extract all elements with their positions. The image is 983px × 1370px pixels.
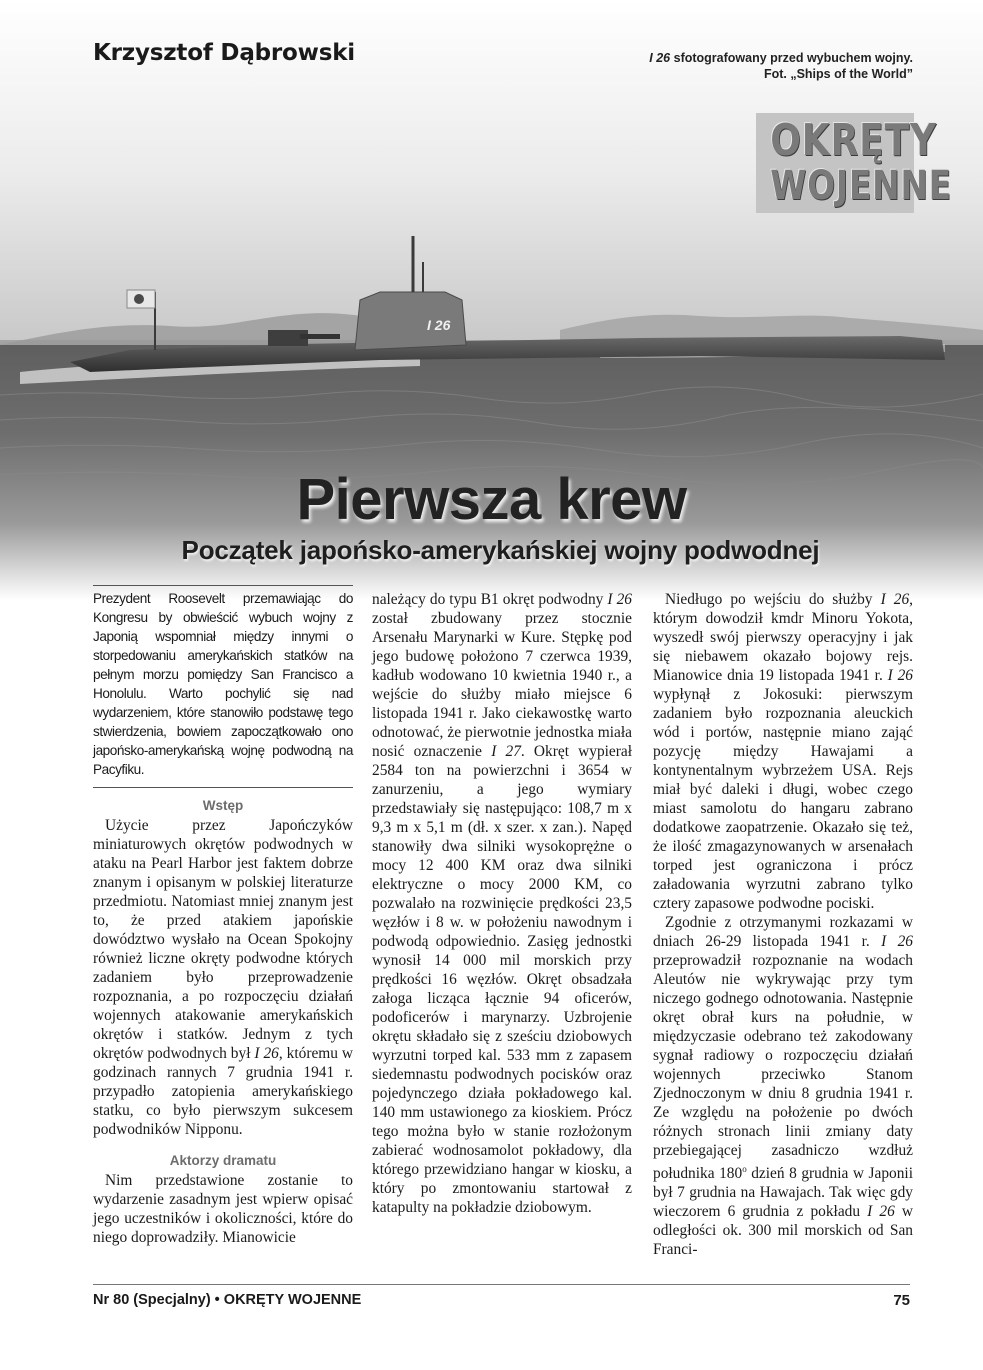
footer-rule: [93, 1284, 910, 1285]
caption-text: sfotografowany przed wybuchem wojny.: [670, 51, 913, 65]
col2-paragraph: należący do typu B1 okręt podwodny I 26 został zbudowany przez stocznie Arsenału Marynarki w Kure. Stępkę pod jego budowę położono 7 czerwca 1939, kadłub wodowano 10 kwietnia 1940 r., a wejście do służby miało miejsce 6 listopada 1941 r. Jako ciekawostkę warto odnotować, że pierwotnie jednostka miała nosić oznaczenie I 27. Okręt wypierał 2584 ton na powierzchni i 3654 w zanurzeniu, a jego wymiary przedstawiały się następująco: 108,7 m x 9,3 m x 5,1 m (dł. x szer. x zan.). Napęd stanowiły dwa silniki wysokoprężne o mocy 12 400 KM oraz dwa silniki elektryczne o mocy 2000 KM, co pozwalało na rozwinięcie prędkości 23,5 węzłów i 8 w. w położeniu nawodnym i podwodą odpowiednio. Zasięg jednostki wynosił 14 000 mil morskich przy prędkości 16 węzłów. Okręt obsadzała załoga licząca łącznie 94 oficerów, podoficerów i marynarzy. Uzbrojenie okrętu składało się z sześciu dziobowych wyrzutni torped kal. 533 mm z zapasem siedemnastu podwodnych pocisków oraz pojedynczego działa pokładowego kal. 140 mm ustawionego za kioskiem. Prócz tego można było w stanie rozłożonym zabierać wodnosamolot pokładowy, dla którego przewidziano hangar w kiosku, a który po zmontowaniu startował z katapulty na pokładzie dziobowym.: [372, 591, 632, 1216]
section-intro-body: [93, 816, 353, 1139]
article-title: Pierwsza krew: [296, 467, 687, 532]
intro-paragraph: Użycie przez Japończyków miniaturowych okrętów podwodnych w ataku na Pearl Harbor jest faktem dobrze znanym i opisanym w polskiej literaturze przedmiotu. Natomiast mniej znanym jest to, że przed atakiem japońskie dowództwo wysłało na Ocean Spokojny również liczne okręty podwodne których zadaniem było przeprowadzenie rozpoznania, a po rozpoczęciu działań wojennych atakowanie amerykańskich okrętów i statków. Jednym z tych okrętów podwodnych był I 26, któremu w godzinach rannych 7 grudnia 1941 r. przypadło zatopienia amerykańskiego statku, co było pierwszym sukcesem podwodników Nipponu.: [93, 817, 353, 1138]
hull-number: I 26: [427, 317, 451, 333]
lead-top-rule: [93, 585, 353, 586]
article-subtitle: Początek japońsko-amerykańskiej wojny podwodnej: [181, 535, 820, 565]
caption-vessel: I 26: [649, 51, 671, 65]
photo-caption: [533, 50, 913, 82]
magazine-logo: [756, 113, 952, 213]
section-actors-body: [93, 1171, 353, 1247]
section-heading-actors: Aktorzy dramatu: [169, 1153, 277, 1168]
footer-issue: Nr 80 (Specjalny) • OKRĘTY WOJENNE: [93, 1292, 362, 1308]
logo-line-2: WOJENNE: [770, 163, 952, 209]
lead-bottom-rule: [93, 787, 353, 788]
col3-paragraph-2: Zgodnie z otrzymanymi rozkazami w dniach 26-29 listopada 1941 r. I 26 przeprowadził rozpoznanie na wodach Aleutów nie wykrywając przy tym niczego godnego odnotowania. Następnie okręt obrał kurs na południe, w międzyczasie odebrano też zakodowany sygnał radiowy o rozpoczęciu działań wojennych przeciwko Stanom Zjednoczonym w dniu 8 grudnia 1941 r. Ze względu na położenie po dwóch różnych stronach linii zmiany daty przebiegającej zasadniczo wzdłuż południka 180$^o$ dzień 8 grudnia w Japonii był 7 grudnia na Hawajach. Tak więc gdy wieczorem 6 grudnia z pokładu I 26 w odległości ok. 300 mil morskich od San Franci-: [653, 914, 914, 1259]
column-2: [372, 590, 632, 1217]
column-3: [653, 590, 913, 1259]
column-1: [93, 588, 353, 1247]
logo-line-1: OKRĘTY: [770, 115, 937, 166]
actors-paragraph: Nim przedstawione zostanie to wydarzenie zasadnym jest wpierw opisać jego uczestników i okoliczności, które do niego doprowadziły. Mianowicie: [93, 1172, 353, 1246]
caption-credit: Fot. „Ships of the World”: [763, 67, 913, 81]
lead-paragraph: Prezydent Roosevelt przemawiając do Kongresu by obwieścić wybuch wojny z Japonią wspomniał między innymi o storpedowaniu amerykańskich statków na pełnym morzu pomiędzy San Francisco a Honolulu. Warto pochylić się nad wydarzeniem, które stanowiło podstawę tego stwierdzenia, bowiem zapoczątkowało ono japońsko-amerykańską wojnę podwodną na Pacyfiku.: [93, 591, 353, 777]
section-heading-intro: Wstęp: [202, 798, 244, 813]
page-number: 75: [893, 1292, 910, 1309]
col3-paragraph-1: Niedługo po wejściu do służby I 26, którym dowodził kmdr Minoru Yokota, wyszedł swój pierwszy operacyjny i jak się niebawem okazało bojowy rejs. Mianowice dnia 19 listopada 1941 r. I 26 wypłynął z Jokosuki: pierwszym zadaniem było rozpoznania aleuckich wód i portów, następnie miano zająć pozycję między Hawajami a kontynentalnym wybrzeżem USA. Rejs miał być daleki i długi, wobec czego miast samolotu do hangaru zabrano dodatkowe zaopatrzenie. Okazało się też, że ilość zmagazynowanych w arsenałach torped jest ograniczona i prócz załadowania wyrzutni zabrano tylko cztery zapasowe podwodne pociski.: [653, 591, 913, 912]
author-name: Krzysztof Dąbrowski: [93, 40, 355, 66]
